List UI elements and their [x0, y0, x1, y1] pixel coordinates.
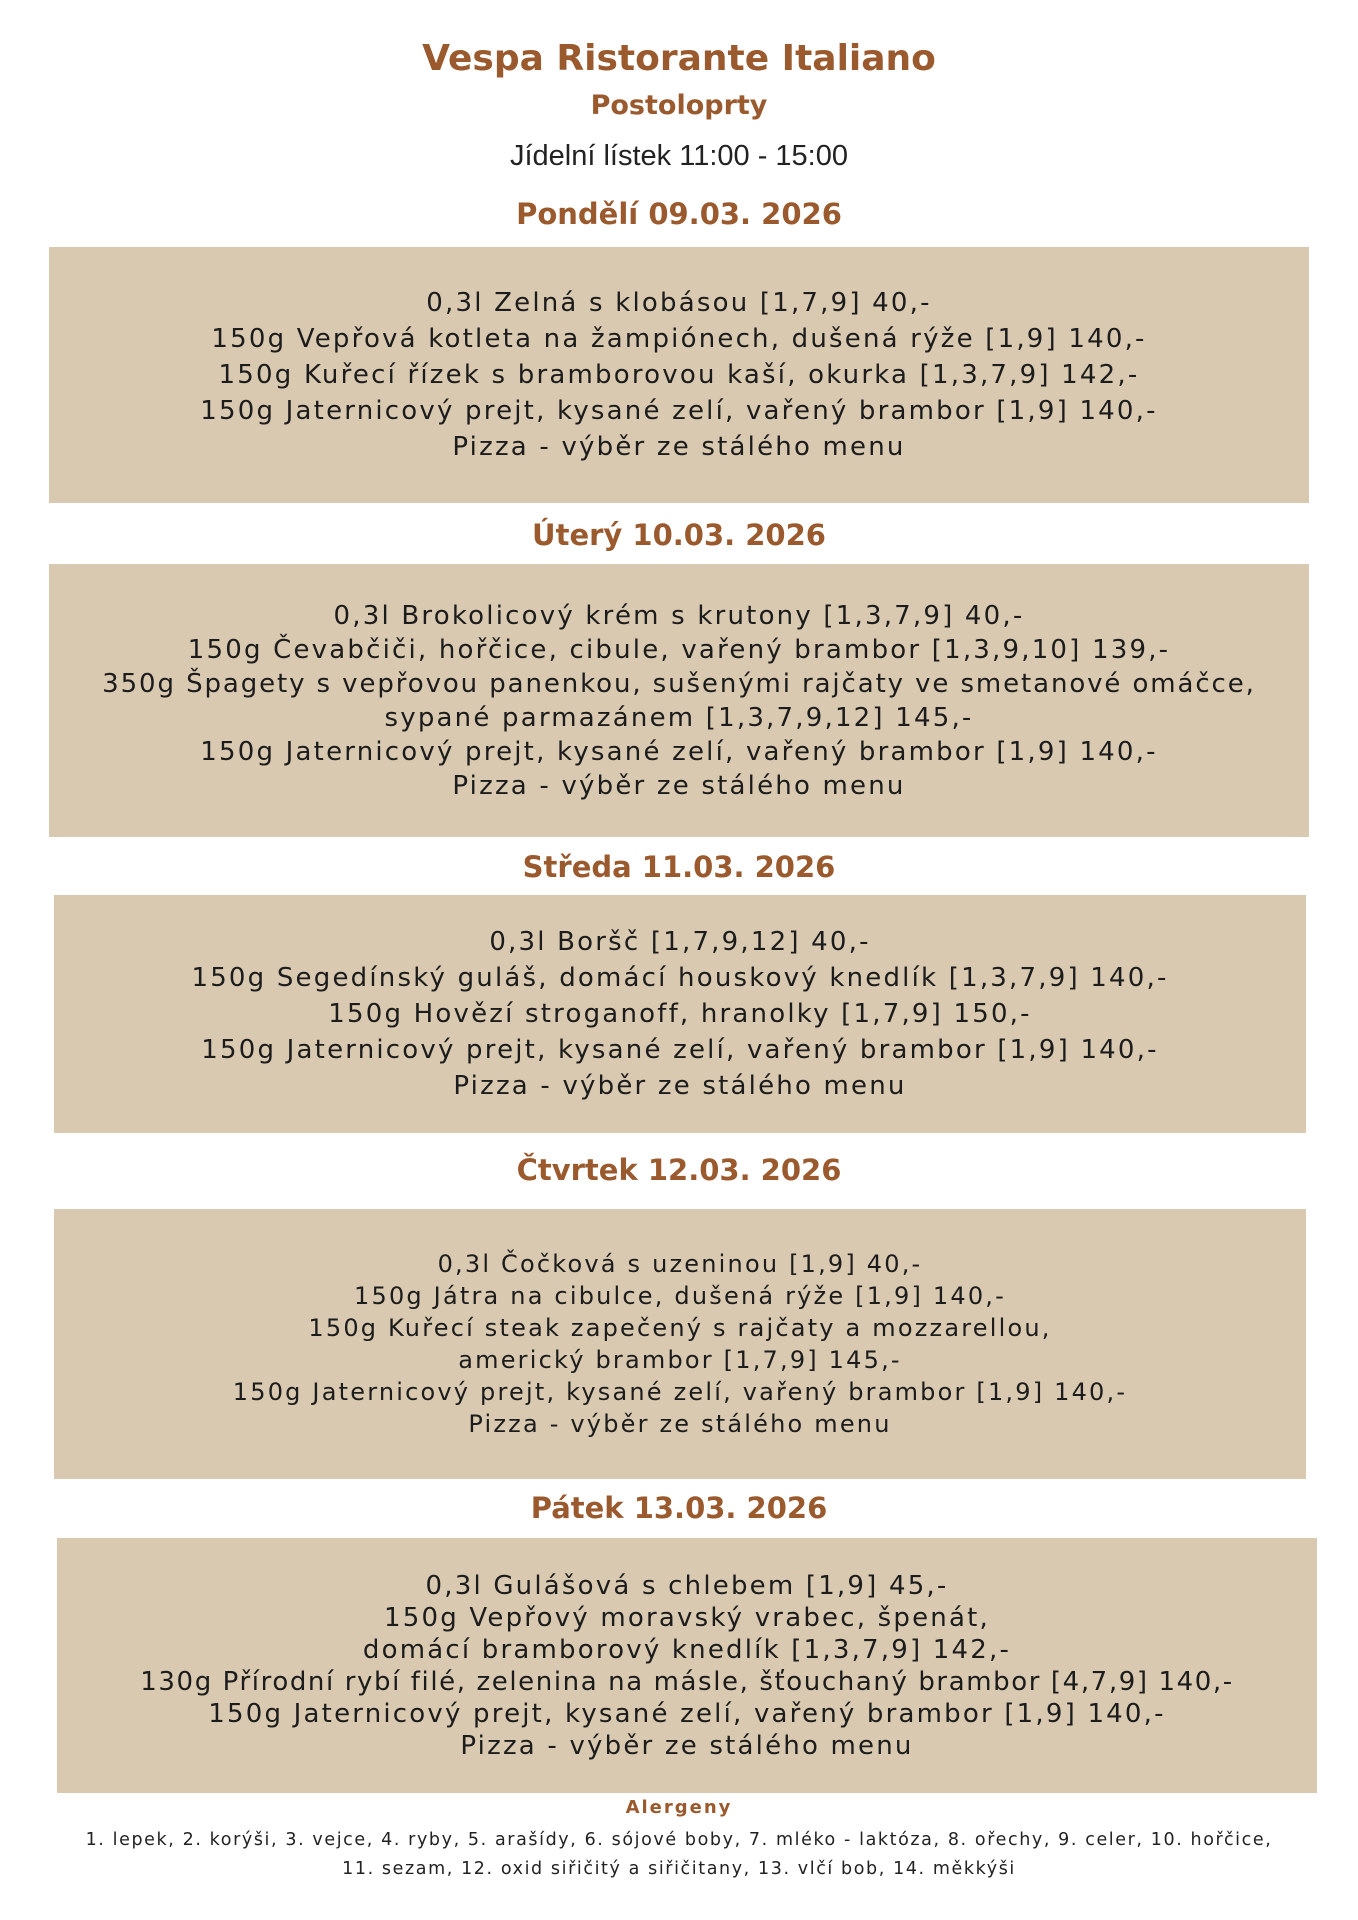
menu-item: 0,3l Gulášová s chlebem [1,9] 45,- — [425, 1570, 949, 1601]
menu-item: 150g Jaternicový prejt, kysané zelí, vařený brambor [1,9] 140,- — [200, 736, 1158, 767]
menu-item: 0,3l Boršč [1,7,9,12] 40,- — [489, 927, 871, 957]
menu-item: 150g Kuřecí steak zapečený s rajčaty a mozzarellou, — [308, 1314, 1052, 1342]
menu-item: 0,3l Zelná s klobásou [1,7,9] 40,- — [426, 288, 932, 318]
day-title-monday: Pondělí 09.03. 2026 — [516, 197, 842, 231]
location-subtitle: Postoloprty — [590, 90, 768, 121]
day-title-wednesday: Středa 11.03. 2026 — [522, 850, 836, 884]
day-title-friday: Pátek 13.03. 2026 — [530, 1491, 828, 1525]
menu-item: 130g Přírodní rybí filé, zelenina na másle, šťouchaný brambor [4,7,9] 140,- — [140, 1666, 1234, 1697]
allergens-title: Alergeny — [625, 1797, 733, 1818]
menu-item: Pizza - výběr ze stálého menu — [452, 432, 906, 462]
menu-item: 150g Vepřová kotleta na žampiónech, dušená rýže [1,9] 140,- — [211, 324, 1147, 354]
menu-item: 0,3l Čočková s uzeninou [1,9] 40,- — [437, 1250, 923, 1278]
restaurant-name: Vespa Ristorante Italiano — [422, 38, 936, 79]
menu-item: 350g Špagety s vepřovou panenkou, sušenými rajčaty ve smetanové omáčce, — [102, 668, 1256, 699]
menu-item: 150g Segedínský guláš, domácí houskový knedlík [1,3,7,9] 140,- — [191, 963, 1169, 993]
allergens-list: 1. lepek, 2. korýši, 3. vejce, 4. ryby, 5. arašídy, 6. sójové boby, 7. mléko - laktóza, 8. ořechy, 9. celer, 10. hořčice, 11. sezam, 12. oxid siřičitý a siřičitany, 13. vlčí bob, 14. měkkýši — [85, 1830, 1273, 1879]
day-menu-monday — [49, 247, 1309, 503]
menu-item: 150g Jaternicový prejt, kysané zelí, vařený brambor [1,9] 140,- — [201, 1035, 1159, 1065]
menu-item: Pizza - výběr ze stálého menu — [452, 770, 906, 801]
day-menu-thursday — [54, 1209, 1306, 1479]
menu-item: americký brambor [1,7,9] 145,- — [458, 1346, 902, 1374]
day-title-tuesday: Úterý 10.03. 2026 — [532, 518, 826, 552]
menu-item: Pizza - výběr ze stálého menu — [453, 1071, 907, 1101]
menu-item: 150g Jaternicový prejt, kysané zelí, vařený brambor [1,9] 140,- — [200, 396, 1158, 426]
menu-item: 150g Jaternicový prejt, kysané zelí, vařený brambor [1,9] 140,- — [208, 1698, 1166, 1729]
menu-item: 150g Kuřecí řízek s bramborovou kaší, okurka [1,3,7,9] 142,- — [218, 360, 1140, 390]
menu-item: domácí bramborový knedlík [1,3,7,9] 142,- — [362, 1634, 1012, 1665]
menu-item: 150g Játra na cibulce, dušená rýže [1,9] 140,- — [354, 1282, 1006, 1310]
day-menu-wednesday — [54, 895, 1306, 1133]
menu-item: Pizza - výběr ze stálého menu — [468, 1410, 892, 1438]
menu-item: 150g Jaternicový prejt, kysané zelí, vařený brambor [1,9] 140,- — [232, 1378, 1128, 1406]
menu-item: sypané parmazánem [1,3,7,9,12] 145,- — [384, 702, 974, 733]
day-title-thursday: Čtvrtek 12.03. 2026 — [516, 1153, 842, 1187]
menu-item: 150g Hovězí stroganoff, hranolky [1,7,9] 150,- — [328, 999, 1032, 1029]
day-menu-friday — [57, 1538, 1317, 1793]
menu-item: 0,3l Brokolicový krém s krutony [1,3,7,9] 40,- — [333, 600, 1025, 631]
menu-item: 150g Vepřový moravský vrabec, špenát, — [384, 1602, 990, 1633]
day-menu-tuesday — [49, 564, 1309, 837]
menu-item: Pizza - výběr ze stálého menu — [460, 1730, 914, 1761]
menu-hours: Jídelní lístek 11:00 - 15:00 — [509, 140, 848, 172]
menu-item: 150g Čevabčiči, hořčice, cibule, vařený brambor [1,3,9,10] 139,- — [187, 634, 1171, 665]
